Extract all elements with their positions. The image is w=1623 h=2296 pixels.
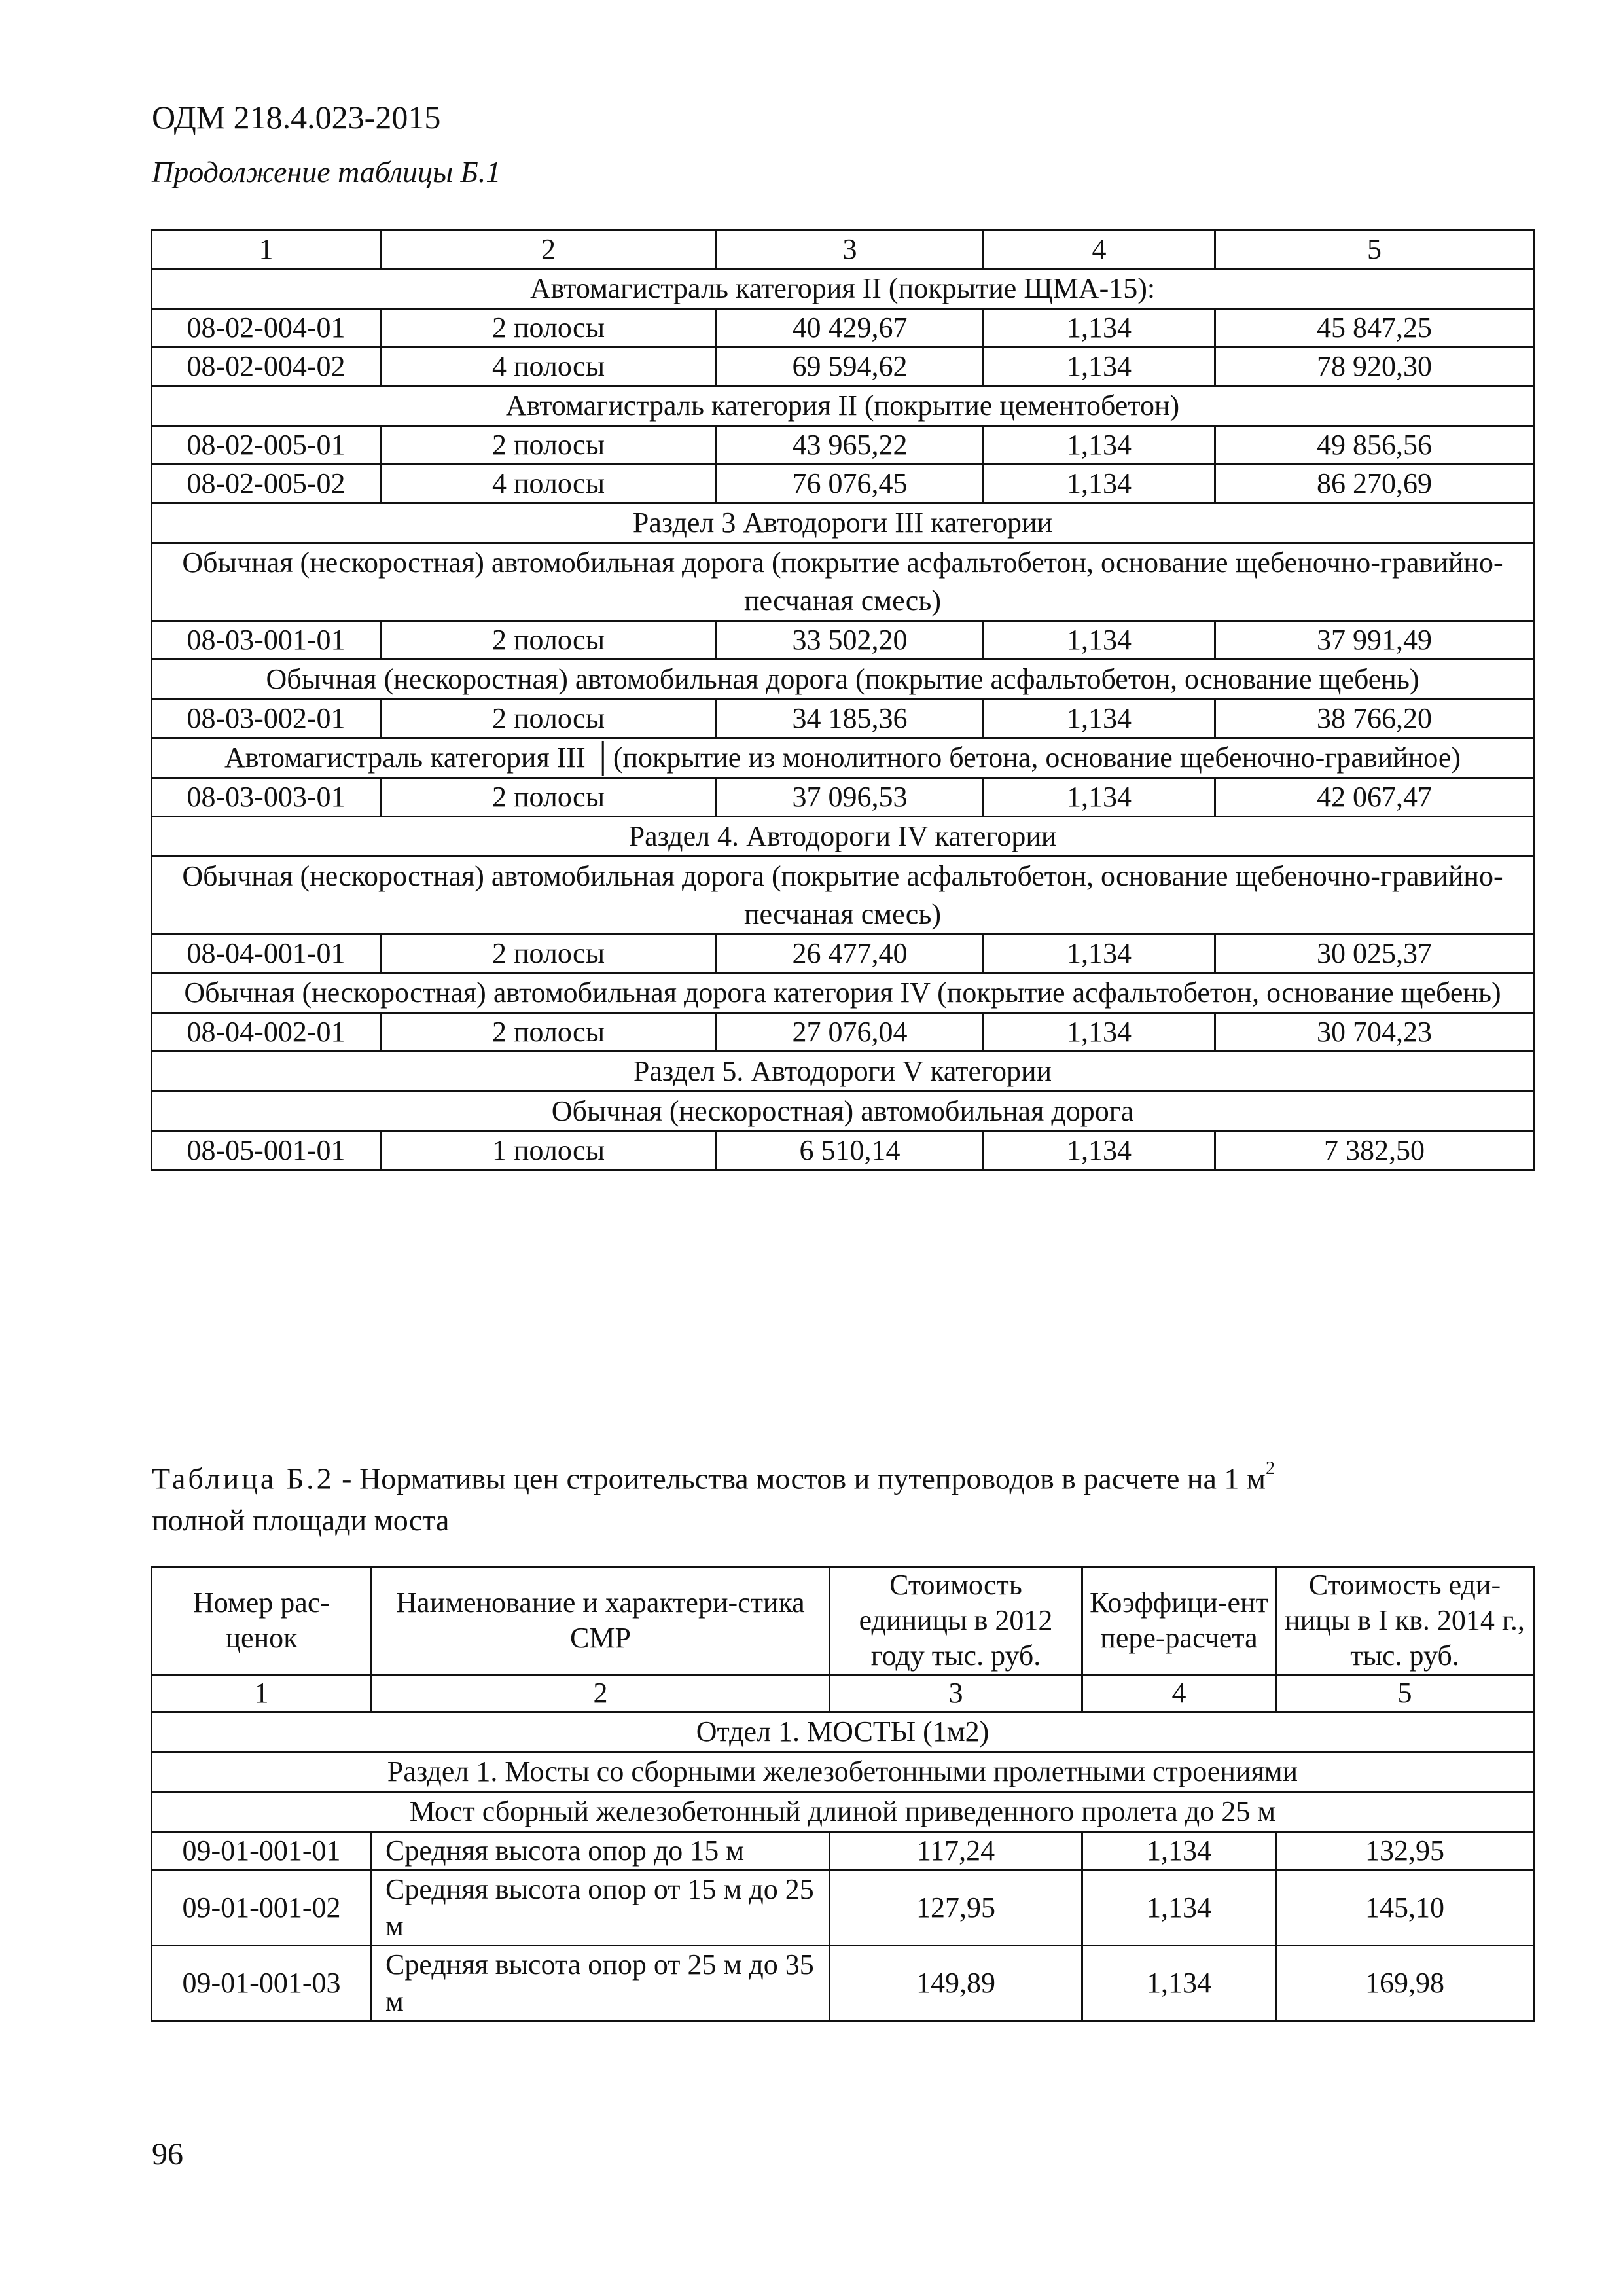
table-row: [152, 1946, 1534, 2021]
cost-2014-cell: 37 991,49: [1215, 621, 1534, 660]
table-row: [152, 778, 1534, 817]
section-heading-row: [152, 817, 1534, 857]
column-number: 1: [152, 1675, 372, 1712]
table-row: [152, 1132, 1534, 1170]
description-cell: 2 полосы: [381, 700, 717, 738]
cost-2014-cell: 132,95: [1276, 1832, 1534, 1871]
coefficient-cell: 1,134: [984, 1132, 1215, 1170]
description-cell: 2 полосы: [381, 426, 717, 465]
section-heading: Раздел 3 Автодороги III категории: [152, 503, 1534, 543]
table-row: [152, 935, 1534, 973]
table-continuation-caption: Продолжение таблицы Б.1: [152, 155, 501, 188]
header-cell: Коэффици-ент пере-расчета: [1082, 1567, 1276, 1675]
rate-code-cell: 09-01-001-02: [152, 1871, 372, 1946]
section-heading: Мост сборный железобетонный длиной приведенного пролета до 25 м: [152, 1792, 1534, 1832]
table-row: [152, 426, 1534, 465]
rate-code-cell: 08-04-002-01: [152, 1013, 381, 1052]
section-heading-row: [152, 1092, 1534, 1132]
table-row: [152, 348, 1534, 386]
cost-2012-cell: 40 429,67: [717, 309, 984, 348]
table-b1-body: [152, 269, 1534, 1170]
cost-2014-cell: 7 382,50: [1215, 1132, 1534, 1170]
cost-2014-cell: 30 704,23: [1215, 1013, 1534, 1052]
description-cell: 2 полосы: [381, 778, 717, 817]
section-heading-row: [152, 660, 1534, 700]
table-b2-title-text-line2: полной площади моста: [152, 1503, 450, 1537]
section-heading: Раздел 1. Мосты со сборными железобетонными пролетными строениями: [152, 1752, 1534, 1792]
section-heading: Обычная (нескоростная) автомобильная дорога: [152, 1092, 1534, 1132]
coefficient-cell: 1,134: [984, 309, 1215, 348]
cost-2014-cell: 169,98: [1276, 1946, 1534, 2021]
section-heading-row: [152, 1792, 1534, 1832]
section-heading-row: [152, 269, 1534, 309]
rate-code-cell: 08-03-003-01: [152, 778, 381, 817]
table-b2-label: Таблица Б.2: [152, 1462, 334, 1496]
column-number: 4: [1082, 1675, 1276, 1712]
cost-2012-cell: 127,95: [830, 1871, 1082, 1946]
header-cell: Наименование и характери-стика СМР: [372, 1567, 830, 1675]
header-cell: Стоимость еди-ницы в I кв. 2014 г., тыс. руб.: [1276, 1567, 1534, 1675]
description-cell: Средняя высота опор от 15 м до 25 м: [372, 1871, 830, 1946]
cost-2012-cell: 26 477,40: [717, 935, 984, 973]
table-b2: [151, 1566, 1535, 2022]
rate-code-cell: 08-03-001-01: [152, 621, 381, 660]
cost-2014-cell: 42 067,47: [1215, 778, 1534, 817]
column-number: 3: [717, 230, 984, 269]
section-heading-row: [152, 1052, 1534, 1092]
coefficient-cell: 1,134: [984, 465, 1215, 503]
section-heading: Обычная (нескоростная) автомобильная дорога (покрытие асфальтобетон, основание щебень): [152, 660, 1534, 700]
cost-2014-cell: 145,10: [1276, 1871, 1534, 1946]
table-row: [152, 700, 1534, 738]
description-cell: 4 полосы: [381, 465, 717, 503]
rate-code-cell: 08-04-001-01: [152, 935, 381, 973]
section-heading-row: [152, 1752, 1534, 1792]
column-number-row: [152, 230, 1534, 269]
rate-code-cell: 08-05-001-01: [152, 1132, 381, 1170]
coefficient-cell: 1,134: [984, 348, 1215, 386]
column-number-row: [152, 1675, 1534, 1712]
header-cell: Стоимость единицы в 2012 году тыс. руб.: [830, 1567, 1082, 1675]
coefficient-cell: 1,134: [984, 935, 1215, 973]
table-row: [152, 1832, 1534, 1871]
cost-2014-cell: 78 920,30: [1215, 348, 1534, 386]
cost-2014-cell: 45 847,25: [1215, 309, 1534, 348]
section-heading-row: [152, 738, 1534, 778]
cost-2012-cell: 117,24: [830, 1832, 1082, 1871]
description-cell: 2 полосы: [381, 309, 717, 348]
cost-2014-cell: 38 766,20: [1215, 700, 1534, 738]
section-heading: Автомагистраль категория II (покрытие цементобетон): [152, 386, 1534, 426]
section-heading: Обычная (нескоростная) автомобильная дорога категория IV (покрытие асфальтобетон, основание щебень): [152, 973, 1534, 1013]
rate-code-cell: 08-02-005-01: [152, 426, 381, 465]
coefficient-cell: 1,134: [984, 700, 1215, 738]
table-row: [152, 1013, 1534, 1052]
section-heading: Раздел 4. Автодороги IV категории: [152, 817, 1534, 857]
rate-code-cell: 09-01-001-03: [152, 1946, 372, 2021]
coefficient-cell: 1,134: [984, 1013, 1215, 1052]
column-number: 4: [984, 230, 1215, 269]
table-b1-continuation: [151, 229, 1535, 1171]
section-heading: Отдел 1. МОСТЫ (1м2): [152, 1712, 1534, 1752]
column-number: 2: [372, 1675, 830, 1712]
cost-2014-cell: 49 856,56: [1215, 426, 1534, 465]
table-b2-title-text: - Нормативы цен строительства мостов и путепроводов в расчете на 1 м: [334, 1462, 1266, 1496]
coefficient-cell: 1,134: [984, 426, 1215, 465]
table-b2-title-superscript: 2: [1266, 1458, 1275, 1479]
description-cell: Средняя высота опор до 15 м: [372, 1832, 830, 1871]
section-heading-row: [152, 973, 1534, 1013]
cost-2012-cell: 43 965,22: [717, 426, 984, 465]
cost-2014-cell: 86 270,69: [1215, 465, 1534, 503]
description-cell: 1 полосы: [381, 1132, 717, 1170]
column-number: 3: [830, 1675, 1082, 1712]
cost-2012-cell: 37 096,53: [717, 778, 984, 817]
rate-code-cell: 08-02-004-01: [152, 309, 381, 348]
cost-2014-cell: 30 025,37: [1215, 935, 1534, 973]
column-number: 5: [1276, 1675, 1534, 1712]
description-cell: 4 полосы: [381, 348, 717, 386]
rate-code-cell: 09-01-001-01: [152, 1832, 372, 1871]
description-cell: 2 полосы: [381, 1013, 717, 1052]
rate-code-cell: 08-03-002-01: [152, 700, 381, 738]
table-row: [152, 309, 1534, 348]
table-row: [152, 621, 1534, 660]
cost-2012-cell: 34 185,36: [717, 700, 984, 738]
header-row: [152, 1567, 1534, 1675]
section-heading: Обычная (нескоростная) автомобильная дорога (покрытие асфальтобетон, основание щебеночно-гравийно-песчаная смесь): [152, 857, 1534, 935]
cost-2012-cell: 6 510,14: [717, 1132, 984, 1170]
description-cell: 2 полосы: [381, 935, 717, 973]
description-cell: Средняя высота опор от 25 м до 35 м: [372, 1946, 830, 2021]
section-heading-row: [152, 503, 1534, 543]
cost-2012-cell: 76 076,45: [717, 465, 984, 503]
table-b2-title: [152, 1452, 1461, 1541]
section-heading-row: [152, 543, 1534, 621]
section-heading: Раздел 5. Автодороги V категории: [152, 1052, 1534, 1092]
section-heading: Автомагистраль категория II (покрытие ЩМА-15):: [152, 269, 1534, 309]
section-heading-row: [152, 1712, 1534, 1752]
section-heading: Автомагистраль категория III │(покрытие из монолитного бетона, основание щебеночно-гравийное): [152, 738, 1534, 778]
coefficient-cell: 1,134: [984, 621, 1215, 660]
table-row: [152, 1871, 1534, 1946]
coefficient-cell: 1,134: [984, 778, 1215, 817]
column-number: 2: [381, 230, 717, 269]
coefficient-cell: 1,134: [1082, 1832, 1276, 1871]
cost-2012-cell: 149,89: [830, 1946, 1082, 2021]
page-number: 96: [152, 2137, 183, 2172]
section-heading: Обычная (нескоростная) автомобильная дорога (покрытие асфальтобетон, основание щебеночно-гравийно-песчаная смесь): [152, 543, 1534, 621]
cost-2012-cell: 69 594,62: [717, 348, 984, 386]
section-heading-row: [152, 857, 1534, 935]
header-cell: Номер рас-ценок: [152, 1567, 372, 1675]
document-code: ОДМ 218.4.023-2015: [152, 99, 441, 135]
cost-2012-cell: 33 502,20: [717, 621, 984, 660]
cost-2012-cell: 27 076,04: [717, 1013, 984, 1052]
coefficient-cell: 1,134: [1082, 1946, 1276, 2021]
section-heading-row: [152, 386, 1534, 426]
table-b2-body: [152, 1712, 1534, 2021]
description-cell: 2 полосы: [381, 621, 717, 660]
column-number: 5: [1215, 230, 1534, 269]
rate-code-cell: 08-02-005-02: [152, 465, 381, 503]
rate-code-cell: 08-02-004-02: [152, 348, 381, 386]
table-row: [152, 465, 1534, 503]
column-number: 1: [152, 230, 381, 269]
coefficient-cell: 1,134: [1082, 1871, 1276, 1946]
